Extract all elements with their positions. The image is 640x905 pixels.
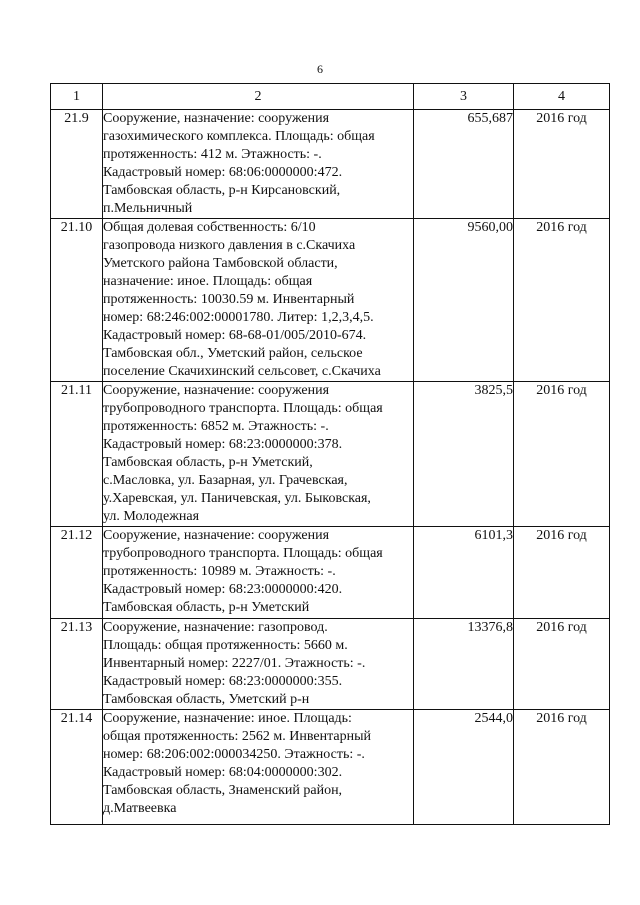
table-row xyxy=(51,110,610,219)
property-table xyxy=(50,83,610,825)
table-row xyxy=(51,527,610,619)
description-line: газопровода низкого давления в с.Скачиха xyxy=(103,238,356,253)
description-line: Кадастровый номер: 68:23:0000000:420. xyxy=(103,582,343,597)
description-line: с.Масловка, ул. Базарная, ул. Грачевская, xyxy=(103,473,348,488)
column-header-1: 1 xyxy=(51,84,103,110)
description-line: Кадастровый номер: 68:04:0000000:302. xyxy=(103,765,343,780)
table-row xyxy=(51,382,610,527)
row-year: 2016 год xyxy=(514,110,610,219)
description-line: п.Мельничный xyxy=(103,201,193,216)
row-number: 21.11 xyxy=(51,382,103,527)
row-year: 2016 год xyxy=(514,527,610,619)
description-line: Кадастровый номер: 68-68-01/005/2010-674. xyxy=(103,328,367,343)
description-line: протяженность: 10030.59 м. Инвентарный xyxy=(103,292,355,307)
description-line: Кадастровый номер: 68:23:0000000:378. xyxy=(103,437,343,452)
row-year: 2016 год xyxy=(514,619,610,710)
description-line: ул. Молодежная xyxy=(103,509,200,524)
description-line: трубопроводного транспорта. Площадь: общая xyxy=(103,401,383,416)
description-line: Тамбовская область, Знаменский район, xyxy=(103,783,343,798)
row-value: 3825,5 xyxy=(414,382,514,527)
column-header-2: 2 xyxy=(103,84,414,110)
row-number: 21.12 xyxy=(51,527,103,619)
row-number: 21.10 xyxy=(51,219,103,382)
row-description xyxy=(103,619,414,710)
description-line: Площадь: общая протяженность: 5660 м. xyxy=(103,638,348,653)
page-number: 6 xyxy=(317,62,323,76)
description-line: трубопроводного транспорта. Площадь: общая xyxy=(103,546,383,561)
header-row xyxy=(51,84,610,110)
table-row xyxy=(51,219,610,382)
description-line: Тамбовская обл., Уметский район, сельское xyxy=(103,346,363,361)
row-year: 2016 год xyxy=(514,382,610,527)
description-line: Сооружение, назначение: газопровод. xyxy=(103,620,328,635)
row-description xyxy=(103,382,414,527)
description-line: номер: 68:206:002:000034250. Этажность: -. xyxy=(103,747,365,762)
description-line: протяженность: 10989 м. Этажность: -. xyxy=(103,564,336,579)
description-line: поселение Скачихинский сельсовет, с.Скачиха xyxy=(103,364,381,379)
row-year: 2016 год xyxy=(514,219,610,382)
description-line: назначение: иное. Площадь: общая xyxy=(103,274,313,289)
description-line: Сооружение, назначение: сооружения xyxy=(103,528,330,543)
row-description xyxy=(103,527,414,619)
row-number: 21.9 xyxy=(51,110,103,219)
description-line: Сооружение, назначение: сооружения xyxy=(103,111,330,126)
row-value: 2544,0 xyxy=(414,710,514,825)
description-line: Тамбовская область, р-н Уметский xyxy=(103,600,310,615)
description-line: Сооружение, назначение: сооружения xyxy=(103,383,330,398)
description-line: д.Матвеевка xyxy=(103,801,177,816)
row-description xyxy=(103,219,414,382)
description-line: газохимического комплекса. Площадь: общая xyxy=(103,129,375,144)
description-line: Кадастровый номер: 68:06:0000000:472. xyxy=(103,165,343,180)
table-row xyxy=(51,619,610,710)
row-description xyxy=(103,110,414,219)
description-line: номер: 68:246:002:00001780. Литер: 1,2,3,4,5. xyxy=(103,310,374,325)
row-number: 21.14 xyxy=(51,710,103,825)
description-line: Уметского района Тамбовской области, xyxy=(103,256,338,271)
row-number: 21.13 xyxy=(51,619,103,710)
description-line: Тамбовская область, Уметский р-н xyxy=(103,692,310,707)
description-line: Инвентарный номер: 2227/01. Этажность: -. xyxy=(103,656,366,671)
description-line: Кадастровый номер: 68:23:0000000:355. xyxy=(103,674,343,689)
row-value: 13376,8 xyxy=(414,619,514,710)
description-line: у.Харевская, ул. Паничевская, ул. Быковская, xyxy=(103,491,371,506)
row-value: 6101,3 xyxy=(414,527,514,619)
table-row xyxy=(51,710,610,825)
row-description xyxy=(103,710,414,825)
description-line: Тамбовская область, р-н Кирсановский, xyxy=(103,183,341,198)
description-line: Общая долевая собственность: 6/10 xyxy=(103,220,316,235)
description-line: протяженность: 6852 м. Этажность: -. xyxy=(103,419,329,434)
description-line: общая протяженность: 2562 м. Инвентарный xyxy=(103,729,371,744)
description-line: Тамбовская область, р-н Уметский, xyxy=(103,455,313,470)
description-line: Сооружение, назначение: иное. Площадь: xyxy=(103,711,352,726)
description-line: протяженность: 412 м. Этажность: -. xyxy=(103,147,322,162)
column-header-3: 3 xyxy=(414,84,514,110)
row-value: 655,687 xyxy=(414,110,514,219)
row-value: 9560,00 xyxy=(414,219,514,382)
column-header-4: 4 xyxy=(514,84,610,110)
row-year: 2016 год xyxy=(514,710,610,825)
